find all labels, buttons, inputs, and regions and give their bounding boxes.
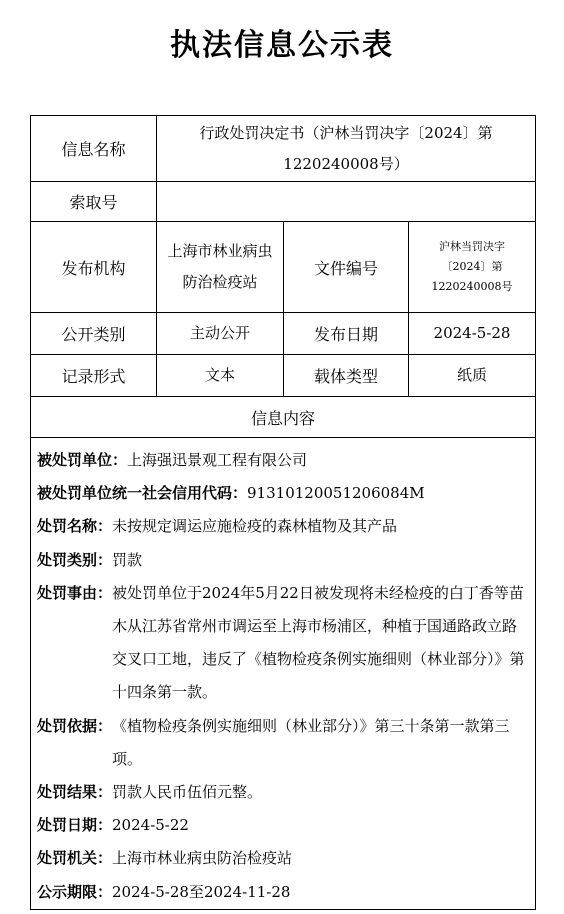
content-value: 91310120051206084M <box>247 484 425 503</box>
content-header: 信息内容 <box>31 397 536 438</box>
info-name-value: 行政处罚决定书（沪林当罚决字〔2024〕第1220240008号） <box>157 116 536 182</box>
page-title: 执法信息公示表 <box>170 28 394 63</box>
content-item <box>37 477 529 510</box>
content-key: 处罚事由： <box>37 583 113 602</box>
category-value: 主动公开 <box>157 313 284 355</box>
content-item <box>37 577 529 710</box>
content-key: 被处罚单位： <box>37 451 128 469</box>
content-item <box>37 710 529 776</box>
content-item <box>37 776 529 809</box>
doc-no-label: 文件编号 <box>284 222 409 313</box>
content-value: 《植物检疫条例实施细则（林业部分）》第三十条第一款第三项。 <box>112 716 510 768</box>
content-item <box>37 842 529 875</box>
info-table <box>30 115 536 910</box>
content-item <box>37 510 529 543</box>
publish-date-value: 2024-5-28 <box>409 313 536 355</box>
content-value: 上海强迅景观工程有限公司 <box>127 451 308 469</box>
content-value: 罚款人民币伍佰元整。 <box>112 783 263 802</box>
index-no-label: 索取号 <box>31 182 157 222</box>
content-body <box>31 438 536 910</box>
publisher-label: 发布机构 <box>31 222 157 313</box>
content-value: 2024-5-22 <box>112 816 189 835</box>
content-key: 被处罚单位统一社会信用代码： <box>37 484 248 503</box>
content-key: 处罚类别： <box>37 550 113 569</box>
content-item <box>37 809 529 842</box>
record-form-value: 文本 <box>157 355 284 397</box>
content-value: 上海市林业病虫防治检疫站 <box>112 849 293 868</box>
content-item <box>37 876 529 909</box>
content-key: 处罚日期： <box>37 816 113 835</box>
content-item <box>37 444 529 477</box>
content-value: 未按规定调运应施检疫的森林植物及其产品 <box>112 517 398 536</box>
content-key: 处罚名称： <box>37 517 113 536</box>
doc-no-value: 沪林当罚决字〔2024〕第1220240008号 <box>409 222 536 313</box>
content-key: 处罚依据： <box>37 716 113 735</box>
publisher-value: 上海市林业病虫防治检疫站 <box>157 222 284 313</box>
content-value: 2024-5-28至2024-11-28 <box>112 882 291 901</box>
carrier-type-label: 载体类型 <box>284 355 409 397</box>
carrier-type-value: 纸质 <box>409 355 536 397</box>
record-form-label: 记录形式 <box>31 355 157 397</box>
content-value: 罚款 <box>112 550 143 569</box>
index-no-value <box>157 182 536 222</box>
content-key: 处罚结果： <box>37 783 113 802</box>
content-key: 公示期限： <box>37 882 113 901</box>
content-value: 被处罚单位于2024年5月22日被发现将未经检疫的白丁香等苗木从江苏省常州市调运至上海市杨浦区，种植于国通路政立路交叉口工地，违反了《植物检疫条例实施细则（林业部分）》第十四条第一款。 <box>112 583 525 702</box>
content-item <box>37 544 529 577</box>
info-name-label: 信息名称 <box>31 116 157 182</box>
publish-date-label: 发布日期 <box>284 313 409 355</box>
category-label: 公开类别 <box>31 313 157 355</box>
content-key: 处罚机关： <box>37 849 113 868</box>
